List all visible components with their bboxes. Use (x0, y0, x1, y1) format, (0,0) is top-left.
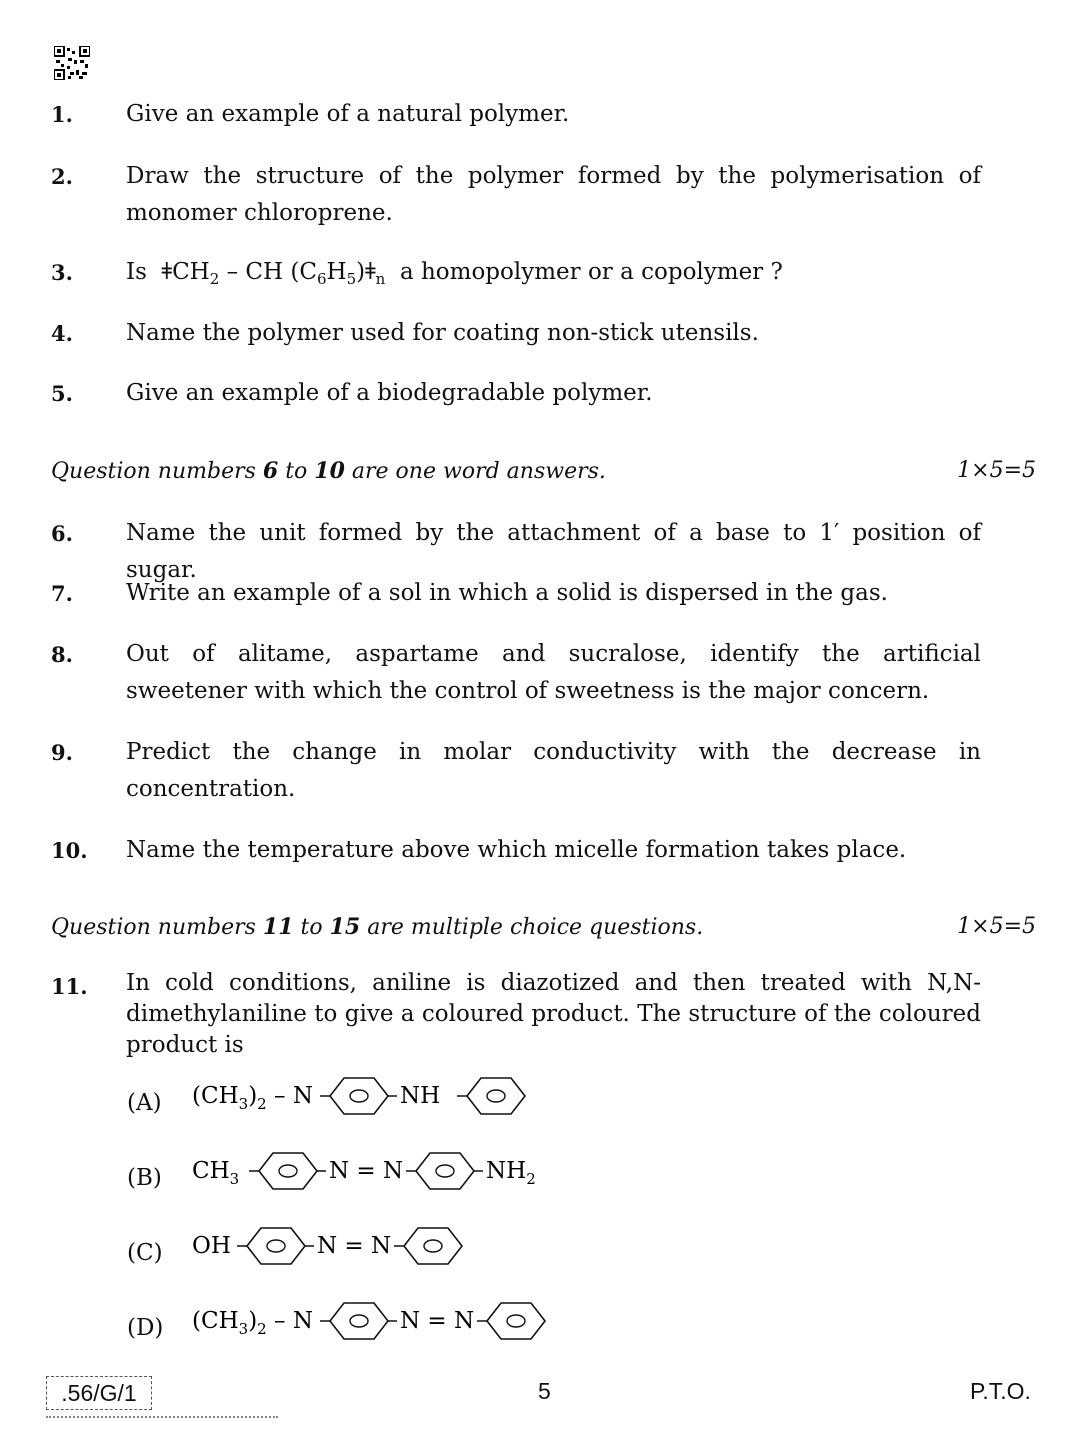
question-10 (51, 832, 981, 869)
svg-text:N = N: N = N (317, 1233, 392, 1259)
question-4 (51, 315, 981, 352)
benzene-ring-icon (416, 1153, 474, 1189)
question-number: 4. (51, 321, 73, 346)
svg-text:N = N: N = N (400, 1308, 475, 1334)
paper-code: .56/G/1 (46, 1376, 152, 1410)
question-2 (51, 158, 981, 232)
question-text: Write an example of a sol in which a solid is dispersed in the gas. (126, 580, 888, 606)
section-text: Question numbers (51, 915, 263, 940)
question-number: 1. (51, 102, 73, 127)
question-number: 9. (51, 740, 73, 765)
svg-text:CH3: $CH_3$ (192, 1158, 240, 1188)
question-8 (51, 636, 981, 710)
structure-c (192, 1222, 592, 1272)
svg-text:(CH3)2 – N: $(CH_3)_2$ – N (192, 1083, 313, 1113)
question-text: Name the polymer used for coating non-stick utensils. (126, 320, 759, 346)
svg-text:N = N: N = N (329, 1158, 404, 1184)
option-label: (A) (127, 1090, 162, 1116)
question-9 (51, 734, 981, 808)
polymer-formula: $CH_2$ – CH $(C_6H_5)$ (172, 259, 366, 288)
qr-code-icon (54, 46, 90, 80)
polymer-bracket-close: ǂ (365, 259, 376, 285)
question-number: 6. (51, 521, 73, 546)
benzene-ring-icon (330, 1078, 388, 1114)
please-turn-over: P.T.O. (970, 1378, 1031, 1404)
section-marks: 1×5=5 (957, 914, 1036, 939)
question-number: 8. (51, 642, 73, 667)
question-text: Give an example of a natural polymer. (126, 101, 570, 127)
section-text-end: are multiple choice questions. (360, 915, 704, 940)
benzene-ring-icon (487, 1303, 545, 1339)
question-number: 2. (51, 164, 73, 189)
section-instruction-1 (51, 458, 1036, 484)
question-number: 5. (51, 381, 73, 406)
question-text: In cold conditions, aniline is diazotized and then treated with N,N-dimethylaniline to give a coloured product. The structure of the coloured product is (126, 970, 981, 1058)
question-text: Out of alitame, aspartame and sucralose, identify the artificial sweetener with which the control of sweetness is the major concern. (126, 641, 981, 704)
question-text: Predict the change in molar conductivity with the decrease in concentration. (126, 739, 981, 802)
svg-text:OH: OH (192, 1233, 231, 1259)
footer-divider (46, 1416, 278, 1421)
section-to: 10 (314, 458, 345, 484)
question-number: 3. (51, 260, 73, 285)
section-from: 11 (262, 914, 294, 940)
benzene-ring-icon (247, 1228, 305, 1264)
option-label: (D) (127, 1315, 164, 1341)
section-marks: 1×5=5 (957, 458, 1036, 483)
section-text-end: are one word answers. (344, 459, 606, 484)
question-number: 11. (51, 974, 88, 999)
question-text-post: a homopolymer or a copolymer ? (399, 259, 783, 285)
question-7 (51, 575, 981, 612)
structure-a (192, 1072, 592, 1122)
structure-d (192, 1297, 632, 1347)
question-text: Name the temperature above which micelle formation takes place. (126, 837, 907, 863)
svg-text:(CH3)2 – N: $(CH_3)_2$ – N (192, 1308, 313, 1338)
question-text: Draw the structure of the polymer formed by the polymerisation of monomer chloroprene. (126, 163, 981, 226)
page-number: 5 (538, 1378, 551, 1404)
benzene-ring-icon (330, 1303, 388, 1339)
question-11 (51, 968, 981, 1061)
polymer-subscript: n (375, 270, 386, 288)
question-1 (51, 96, 981, 133)
benzene-ring-icon (467, 1078, 525, 1114)
option-label: (C) (127, 1240, 163, 1266)
structure-b (192, 1147, 612, 1197)
svg-text:NH2: $NH_2$ (486, 1158, 536, 1188)
question-text-pre: Is (126, 259, 147, 285)
section-text: Question numbers (51, 459, 263, 484)
section-to-word: to (293, 915, 330, 940)
section-instruction-2 (51, 914, 1036, 940)
svg-text:NH: NH (400, 1083, 441, 1109)
question-text: Name the unit formed by the attachment of a base to 1′ position of sugar. (126, 520, 981, 583)
section-to: 15 (329, 914, 361, 940)
question-number: 10. (51, 838, 88, 863)
question-5 (51, 375, 981, 412)
question-3 (51, 254, 981, 298)
section-to-word: to (278, 459, 315, 484)
option-label: (B) (127, 1165, 162, 1191)
benzene-ring-icon (259, 1153, 317, 1189)
question-text: Give an example of a biodegradable polymer. (126, 380, 653, 406)
question-number: 7. (51, 581, 73, 606)
benzene-ring-icon (404, 1228, 462, 1264)
polymer-bracket-open: ǂ (161, 259, 173, 285)
section-from: 6 (262, 458, 279, 484)
